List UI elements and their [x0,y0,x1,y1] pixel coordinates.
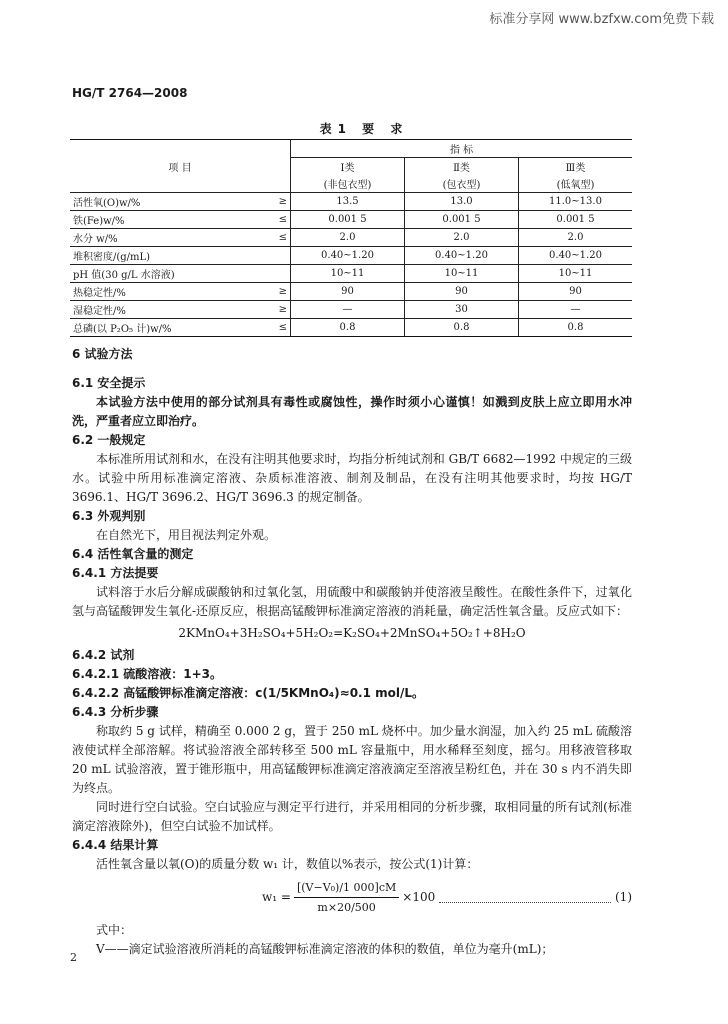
heading-6-3: 6.3 外观判别 [72,509,146,523]
row-value: 10~11 [405,265,519,283]
where-v: V——滴定试验溶液所消耗的高锰酸钾标准滴定溶液的体积的数值，单位为毫升(mL)； [96,942,554,956]
table-row [70,265,632,283]
row-value: 30 [405,301,519,319]
heading-6-4-4: 6.4.4 结果计算 [72,838,159,852]
table-row [70,301,632,319]
table-row [70,193,632,211]
table-row [70,211,632,229]
row-value: 0.8 [291,319,405,337]
appearance-text: 在自然光下，用目视法判定外观。 [96,528,277,542]
formula-lhs: w₁ = [262,890,291,904]
row-item: 水分 w/% [70,229,264,247]
watermark: 标准分享网 www.bzfxw.com免费下载 [489,12,714,27]
row-sign: ≤ [264,211,291,229]
row-value: 90 [405,283,519,301]
heading-6-4-1: 6.4.1 方法提要 [72,566,159,580]
row-item: 铁(Fe)w/% [70,211,264,229]
row-value: 13.5 [291,193,405,211]
row-value: 10~11 [291,265,405,283]
row-value: 0.40~1.20 [519,247,633,265]
formula-number: (1) [615,890,632,904]
safety-text: 本试验方法中使用的部分试剂具有毒性或腐蚀性，操作时须小心谨慎！如溅到皮肤上应立即用水冲洗，严重者应立即治疗。 [72,395,632,428]
row-sign [264,247,291,265]
row-sign: ≥ [264,193,291,211]
row-value: 13.0 [405,193,519,211]
row-item: pH 值(30 g/L 水溶液) [70,265,264,283]
table-caption: 表1 要 求 [319,122,409,136]
row-value: 0.8 [405,319,519,337]
table-row [70,319,632,337]
row-value: — [291,301,405,319]
item-header: 项 目 [70,158,291,176]
row-value: 90 [519,283,633,301]
table-row [70,229,632,247]
reagent-6-4-2-1: 6.4.2.1 硫酸溶液：1+3。 [72,667,223,681]
general-text: 本标准所用试剂和水，在没有注明其他要求时，均指分析纯试剂和 GB/T 6682—1992 中规定的三级水。试验中所用标准滴定溶液、杂质标准溶液、制剂及制品，在没有注明其他要求时，均按 HG/T 3696.1、HG/T 3696.2、HG/T 3696.3 的规定制备。 [72,452,632,504]
class-3-sub: (低氧型) [519,175,633,193]
class-2-name: Ⅱ类 [405,158,519,176]
row-item: 湿稳定性/% [70,301,264,319]
heading-6: 6 试验方法 [72,347,133,361]
class-1-sub: (非包衣型) [291,175,405,193]
row-value: 2.0 [519,229,633,247]
row-value: 0.8 [519,319,633,337]
heading-6-4: 6.4 活性氧含量的测定 [72,547,194,561]
row-item: 热稳定性/% [70,283,264,301]
page-number: 2 [70,951,77,964]
table-row [70,247,632,265]
row-value: 0.001 5 [519,211,633,229]
row-item: 活性氧(O)w/% [70,193,264,211]
row-sign [264,265,291,283]
where-label: 式中： [96,923,133,937]
heading-6-1: 6.1 安全提示 [72,376,146,390]
class-2-sub: (包衣型) [405,175,519,193]
row-sign: ≤ [264,229,291,247]
blank-test-text: 同时进行空白试验。空白试验应与测定平行进行，并采用相同的分析步骤，取相同量的所有试剂(标准滴定溶液除外)，但空白试验不加试样。 [72,800,632,833]
item-header-cell [70,140,291,158]
row-item: 堆积密度/(g/mL) [70,247,264,265]
row-value: 0.40~1.20 [291,247,405,265]
procedure-text: 称取约 5 g 试样，精确至 0.000 2 g，置于 250 mL 烧杯中。加少量水润湿，加入约 25 mL 硫酸溶液使试样全部溶解。将试验溶液全部转移至 500 mL 容量瓶中，用水稀释至刻度，摇匀。用移液管移取 20 mL 试验溶液，置于锥形瓶中，用高锰酸钾标准滴定溶液滴定至溶液呈粉红色，并在 30 s 内不消失即为终点。 [72,724,632,795]
row-value: 0.40~1.20 [405,247,519,265]
heading-6-2: 6.2 一般规定 [72,433,146,447]
row-sign: ≥ [264,283,291,301]
formula-1 [72,878,632,917]
formula-tail: ×100 [402,890,436,904]
reagent-6-4-2-2: 6.4.2.2 高锰酸钾标准滴定溶液：c(1/5KMnO₄)≈0.1 mol/L。 [72,686,425,700]
row-value: 2.0 [291,229,405,247]
heading-6-4-2: 6.4.2 试剂 [72,648,135,662]
class-1-name: Ⅰ类 [340,163,355,174]
heading-6-4-3: 6.4.3 分析步骤 [72,705,159,719]
row-value: 90 [291,283,405,301]
requirements-table [70,139,632,337]
document-body [72,345,632,959]
row-value: — [519,301,633,319]
standard-number: HG/T 2764—2008 [72,86,188,100]
method-text: 试料溶于水后分解成碳酸钠和过氧化氢，用硫酸中和碳酸钠并使溶液呈酸性。在酸性条件下，过氧化氢与高锰酸钾发生氧化-还原反应，根据高锰酸钾标准滴定溶液的消耗量，确定活性氧含量。反应式如下： [72,585,632,618]
reaction-equation: 2KMnO₄+3H₂SO₄+5H₂O₂=K₂SO₄+2MnSO₄+5O₂↑+8H₂O [178,626,526,640]
row-sign: ≤ [264,319,291,337]
item-header-bottom [70,175,291,193]
formula-denominator: m×20/500 [317,901,376,914]
class-3-name: Ⅲ类 [519,158,633,176]
row-item: 总磷(以 P₂O₅ 计)w/% [70,319,264,337]
row-value: 0.001 5 [405,211,519,229]
row-sign: ≥ [264,301,291,319]
row-value: 0.001 5 [291,211,405,229]
calculation-text: 活性氧含量以氧(O)的质量分数 w₁ 计，数值以%表示，按公式(1)计算： [96,857,479,871]
formula-fraction [294,878,399,917]
row-value: 2.0 [405,229,519,247]
formula-leader-dots [439,892,611,903]
index-header: 指 标 [291,140,633,158]
table-row [70,283,632,301]
row-value: 11.0~13.0 [519,193,633,211]
formula-numerator: [(V−V₀)/1 000]cM [294,878,399,898]
row-value: 10~11 [519,265,633,283]
